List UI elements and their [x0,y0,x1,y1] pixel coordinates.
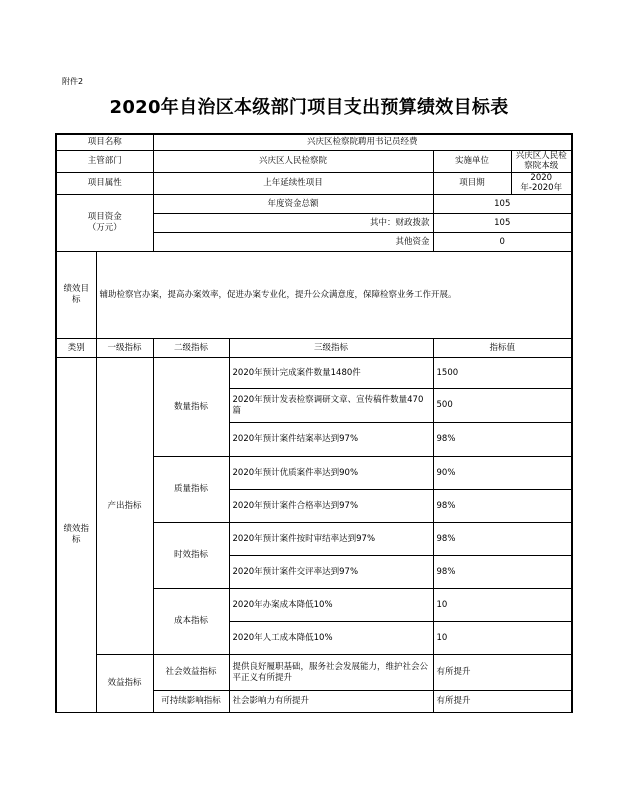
indicator-value: 有所提升 [433,655,572,691]
level2-quantity: 数量指标 [153,358,229,457]
indicator-text: 2020年预计优质案件率达到90% [229,457,433,490]
project-name-value: 兴庆区检察院聘用书记员经费 [153,134,572,150]
level2-sustainable: 可持续影响指标 [153,691,229,713]
header-value: 指标值 [433,339,572,358]
indicator-text: 2020年预计案件交评率达到97% [229,556,433,589]
indicator-value: 10 [433,589,572,622]
funds-label: 项目资金 （万元） [56,195,153,252]
unit-label: 实施单位 [433,150,511,172]
indicator-text: 提供良好履职基础，服务社会发展能力，维护社会公平正义有所提升 [229,655,433,691]
funds-fiscal-value: 105 [433,214,572,233]
funds-fiscal-label: 其中：财政拨款 [153,214,433,233]
header-level2: 二级指标 [153,339,229,358]
dept-value: 兴庆区人民检察院 [153,150,433,172]
funds-total-label: 年度资金总额 [153,195,433,214]
goal-label: 绩效目标 [56,252,96,339]
category-performance: 绩效指标 [56,358,96,713]
level1-output: 产出指标 [96,358,153,655]
header-category: 类别 [56,339,96,358]
indicator-text: 2020年预计完成案件数量1480件 [229,358,433,389]
goal-value: 辅助检察官办案，提高办案效率，促进办案专业化，提升公众满意度，保障检察业务工作开展。 [96,252,572,339]
indicator-text: 2020年预计发表检察调研文章、宣传稿件数量470篇 [229,389,433,423]
indicator-value: 98% [433,423,572,457]
indicator-text: 2020年预计案件结案率达到97% [229,423,433,457]
indicator-value: 98% [433,523,572,556]
header-level3: 三级指标 [229,339,433,358]
indicator-value: 10 [433,622,572,655]
funds-total-value: 105 [433,195,572,214]
attachment-label: 附件2 [62,77,84,86]
level2-social: 社会效益指标 [153,655,229,691]
funds-other-value: 0 [433,233,572,252]
indicator-text: 2020年办案成本降低10% [229,589,433,622]
period-value: 2020年-2020年 [511,172,572,194]
unit-value: 兴庆区人民检察院本级 [511,150,572,172]
dept-label: 主管部门 [56,150,153,172]
page-title: 2020年自治区本级部门项目支出预算绩效目标表 [109,97,509,118]
indicator-text: 社会影响力有所提升 [229,691,433,713]
period-label: 项目期 [433,172,511,194]
indicator-text: 2020年预计案件合格率达到97% [229,490,433,523]
header-level1: 一级指标 [96,339,153,358]
level2-timeliness: 时效指标 [153,523,229,589]
indicator-text: 2020年预计案件按时审结率达到97% [229,523,433,556]
funds-other-label: 其他资金 [153,233,433,252]
attr-value: 上年延续性项目 [153,172,433,194]
level2-quality: 质量指标 [153,457,229,523]
indicator-value: 1500 [433,358,572,389]
project-name-label: 项目名称 [56,134,153,150]
indicator-value: 500 [433,389,572,423]
indicator-value: 98% [433,556,572,589]
indicator-value: 98% [433,490,572,523]
indicator-value: 有所提升 [433,691,572,713]
level1-benefit: 效益指标 [96,655,153,713]
level2-cost: 成本指标 [153,589,229,655]
attr-label: 项目属性 [56,172,153,194]
performance-table [55,133,573,713]
indicator-value: 90% [433,457,572,490]
indicator-text: 2020年人工成本降低10% [229,622,433,655]
